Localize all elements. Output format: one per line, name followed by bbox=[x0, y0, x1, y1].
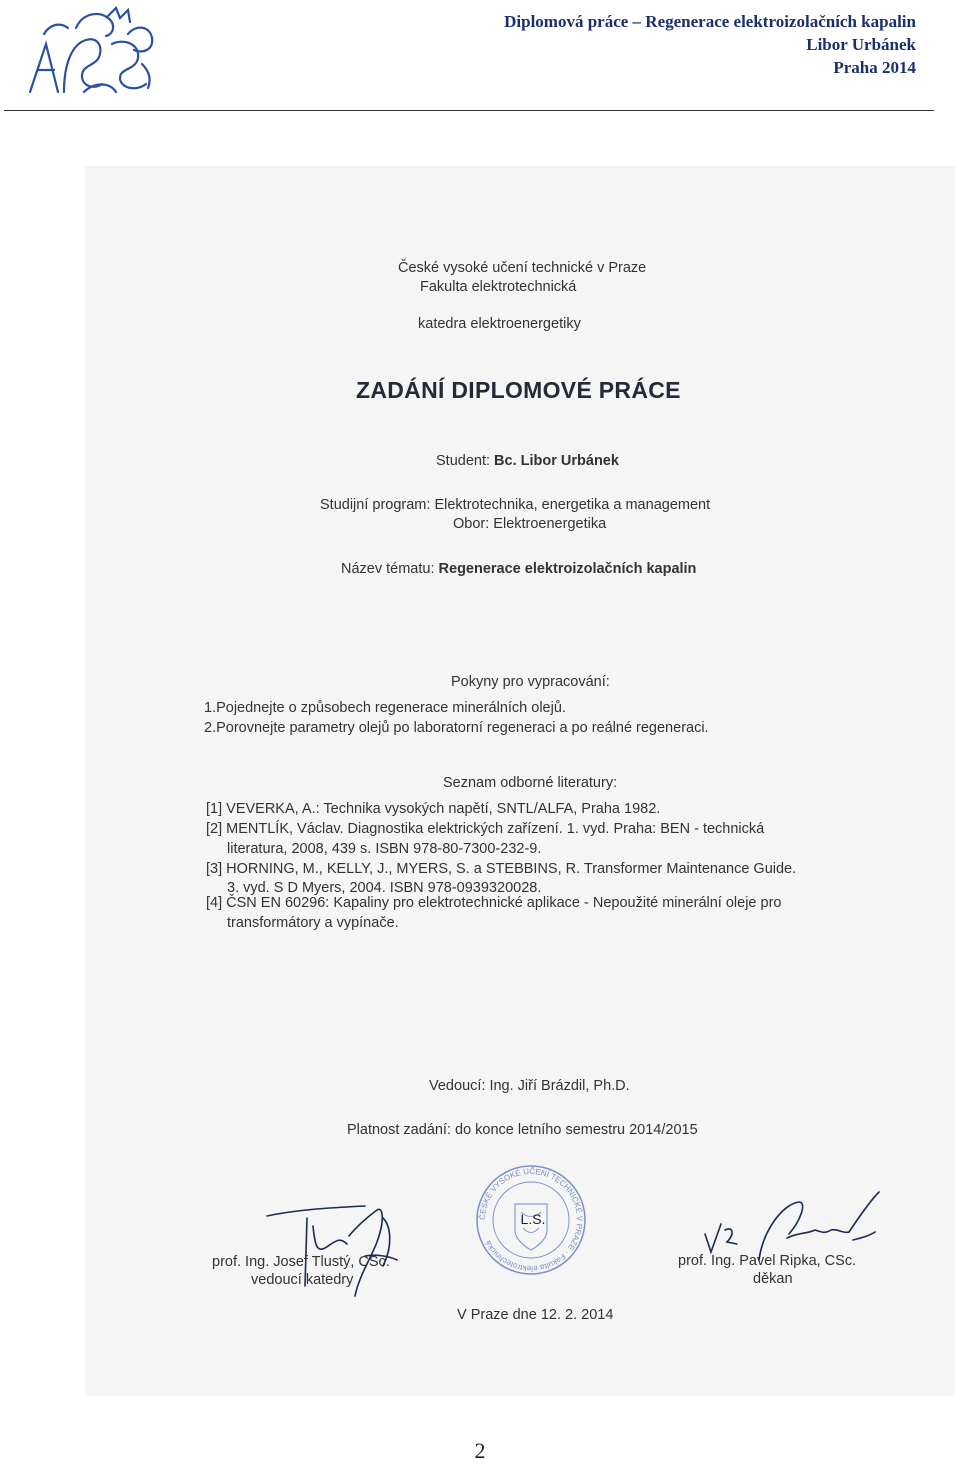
student-name: Bc. Libor Urbánek bbox=[494, 453, 619, 469]
program-line bbox=[320, 497, 710, 513]
instructions-heading: Pokyny pro vypracování: bbox=[451, 674, 610, 690]
literature-item: [1] VEVERKA, A.: Technika vysokých napětí, SNTL/ALFA, Praha 1982. bbox=[206, 801, 661, 817]
department-name: katedra elektroenergetiky bbox=[418, 316, 581, 332]
header-thesis-title: Diplomová práce – Regenerace elektroizolačních kapalin bbox=[504, 12, 916, 31]
literature-item: [4] ČSN EN 60296: Kapaliny pro elektrotechnické aplikace - Nepoužité minerální oleje pro bbox=[206, 895, 782, 911]
university-logo bbox=[24, 4, 158, 98]
student-line bbox=[436, 453, 619, 469]
left-signatory-role: vedoucí katedry bbox=[251, 1272, 354, 1288]
literature-item: [3] HORNING, M., KELLY, J., MYERS, S. a STEBBINS, R. Transformer Maintenance Guide. bbox=[206, 861, 797, 877]
header-author: Libor Urbánek bbox=[806, 35, 916, 54]
assignment-sheet bbox=[85, 166, 955, 1396]
student-label: Student: bbox=[436, 453, 491, 469]
field-line bbox=[453, 516, 606, 532]
header-place-year: Praha 2014 bbox=[833, 58, 916, 77]
literature-item-continued: transformátory a vypínače. bbox=[227, 915, 399, 931]
instruction-item: 1.Pojednejte o způsobech regenerace minerálních olejů. bbox=[204, 700, 566, 716]
program-value: Elektrotechnika, energetika a management bbox=[434, 497, 711, 513]
literature-item: [2] MENTLÍK, Václav. Diagnostika elektrických zařízení. 1. vyd. Praha: BEN - technická bbox=[206, 821, 765, 837]
literature-heading: Seznam odborné literatury: bbox=[443, 775, 618, 791]
instruction-item: 2.Porovnejte parametry olejů po laboratorní regeneraci a po reálné regeneraci. bbox=[204, 720, 709, 736]
right-signatory-role: děkan bbox=[753, 1271, 793, 1287]
page-number: 2 bbox=[474, 1438, 486, 1463]
program-label: Studijní program: bbox=[320, 497, 431, 513]
place-and-date: V Praze dne 12. 2. 2014 bbox=[457, 1307, 614, 1323]
topic-value: Regenerace elektroizolačních kapalin bbox=[438, 561, 697, 577]
literature-item-continued: 3. vyd. S D Myers, 2004. ISBN 978-0939320028. bbox=[227, 880, 542, 896]
document-title: ZADÁNÍ DIPLOMOVÉ PRÁCE bbox=[356, 377, 681, 403]
signature-head-of-department bbox=[265, 1196, 415, 1306]
left-signatory-name: prof. Ing. Josef Tlustý, CSc. bbox=[212, 1254, 390, 1270]
topic-label: Název tématu: bbox=[341, 561, 435, 577]
field-value: Elektroenergetika bbox=[493, 516, 607, 532]
page-header bbox=[504, 10, 916, 79]
right-signatory-name: prof. Ing. Pavel Ripka, CSc. bbox=[678, 1253, 857, 1269]
field-label: Obor: bbox=[453, 516, 490, 532]
university-name: České vysoké učení technické v Praze bbox=[398, 260, 647, 276]
literature-item-continued: literatura, 2008, 439 s. ISBN 978-80-7300-232-9. bbox=[227, 841, 542, 857]
header-divider bbox=[4, 110, 934, 111]
supervisor-line: Vedoucí: Ing. Jiří Brázdil, Ph.D. bbox=[429, 1078, 630, 1094]
faculty-name: Fakulta elektrotechnická bbox=[420, 279, 577, 295]
topic-line bbox=[341, 561, 696, 577]
stamp-ring-text: ČESKÉ VYSOKÉ UČENÍ TECHNICKÉ V PRAZE · Fakulta elektrotechnická bbox=[477, 1166, 585, 1274]
faculty-stamp bbox=[475, 1164, 587, 1276]
stamp-label: L.S. bbox=[520, 1211, 546, 1227]
validity-line: Platnost zadání: do konce letního semestru 2014/2015 bbox=[347, 1122, 698, 1138]
